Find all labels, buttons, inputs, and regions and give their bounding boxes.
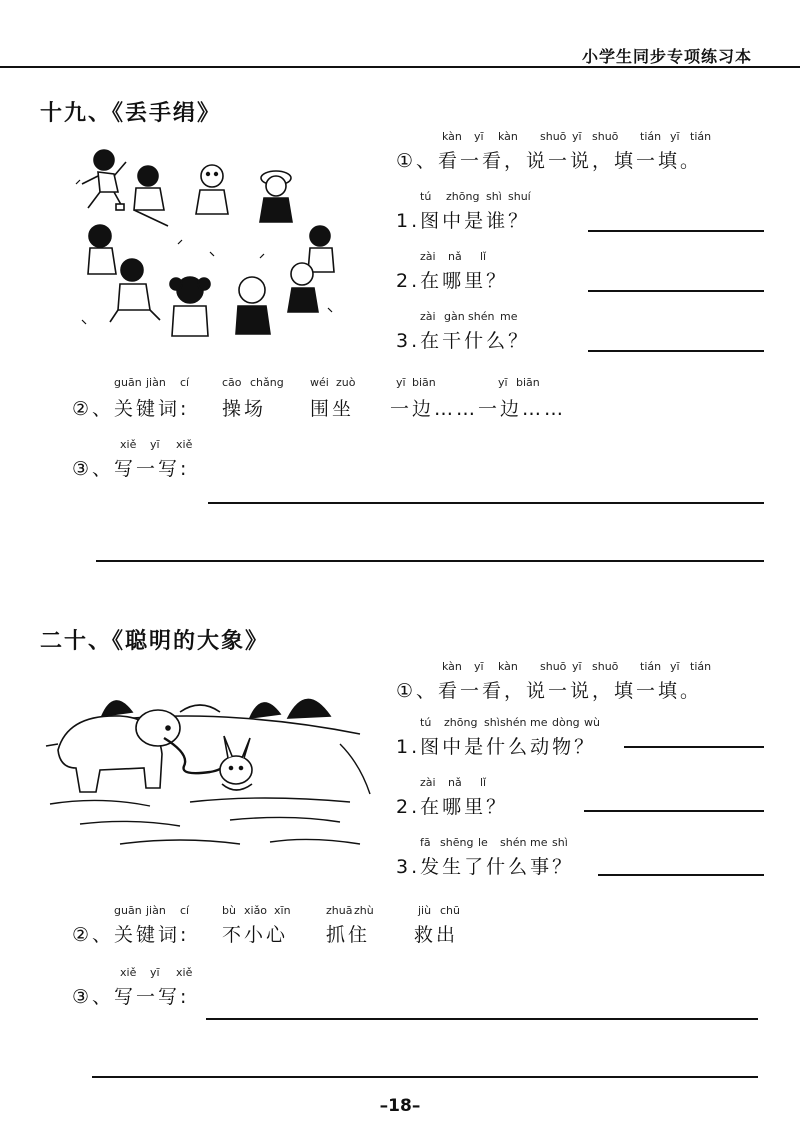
pinyin-s19-kw-1: jiàn bbox=[146, 376, 166, 389]
pinyin-s19-task1-6: tián bbox=[640, 130, 662, 143]
children-circle-illustration bbox=[70, 140, 350, 340]
pinyin-s20-q2-0: zài bbox=[420, 776, 436, 789]
s20-question-2: 2.在哪里？ bbox=[396, 796, 509, 818]
pinyin-s19-q2-0: zài bbox=[420, 250, 436, 263]
pinyin-s19-kw-4: chǎng bbox=[250, 376, 284, 389]
pinyin-s20-task1-4: yī bbox=[572, 660, 582, 673]
s19-write-line-1[interactable] bbox=[208, 502, 764, 504]
s20-keyword-1: 不小心 bbox=[222, 924, 289, 946]
pinyin-s19-q3-3: me bbox=[500, 310, 518, 323]
s19-write-line-2[interactable] bbox=[96, 560, 764, 562]
pinyin-s19-task1-3: shuō bbox=[540, 130, 567, 143]
pinyin-s19-q1-1: zhōng bbox=[446, 190, 480, 203]
pinyin-s19-task1-2: kàn bbox=[498, 130, 518, 143]
header-title: 小学生同步专项练习本 bbox=[581, 47, 752, 66]
s19-answer-blank-3[interactable] bbox=[588, 350, 764, 352]
pinyin-s20-q3-4: me bbox=[530, 836, 548, 849]
pinyin-s20-q1-0: tú bbox=[420, 716, 432, 729]
pinyin-s20-task1-6: tián bbox=[640, 660, 662, 673]
pinyin-s20-task1-3: shuō bbox=[540, 660, 567, 673]
pinyin-s19-write-2: xiě bbox=[176, 438, 193, 451]
s20-write-label: ③、写一写: bbox=[72, 986, 190, 1008]
pinyin-s20-q3-0: fā bbox=[420, 836, 431, 849]
s19-keyword-2: 围坐 bbox=[310, 398, 355, 420]
s20-answer-blank-1[interactable] bbox=[624, 746, 764, 748]
pinyin-s20-kw-7: zhù bbox=[354, 904, 374, 917]
pinyin-s20-kw-3: bù bbox=[222, 904, 236, 917]
header-rule bbox=[0, 66, 800, 68]
elephant-rabbit-illustration bbox=[40, 684, 380, 864]
pinyin-s20-write-1: yī bbox=[150, 966, 160, 979]
s19-keywords-label: ②、关键词: bbox=[72, 398, 190, 420]
section20-title: 二十、《聪明的大象》 bbox=[40, 629, 270, 654]
pinyin-s20-task1-2: kàn bbox=[498, 660, 518, 673]
pinyin-s19-kw-0: guān bbox=[114, 376, 142, 389]
pinyin-s20-q1-3: shén bbox=[500, 716, 527, 729]
pinyin-s19-q3-2: shén bbox=[468, 310, 495, 323]
pinyin-s19-q3-0: zài bbox=[420, 310, 436, 323]
s19-keyword-3: 一边……一边…… bbox=[390, 398, 567, 420]
s19-question-3: 3.在干什么？ bbox=[396, 330, 531, 352]
pinyin-s19-task1-7: yī bbox=[670, 130, 680, 143]
pinyin-s20-q3-1: shēng bbox=[440, 836, 474, 849]
s20-answer-blank-3[interactable] bbox=[598, 874, 764, 876]
section19-title: 十九、《丢手绢》 bbox=[40, 101, 222, 126]
pinyin-s19-q2-1: nǎ bbox=[448, 250, 462, 263]
s20-keyword-2: 抓住 bbox=[326, 924, 371, 946]
page-number: –18– bbox=[379, 1096, 421, 1116]
s20-keywords-label: ②、关键词: bbox=[72, 924, 190, 946]
pinyin-s20-task1-8: tián bbox=[690, 660, 712, 673]
s19-answer-blank-2[interactable] bbox=[588, 290, 764, 292]
pinyin-s20-write-2: xiě bbox=[176, 966, 193, 979]
s19-write-label: ③、写一写: bbox=[72, 458, 190, 480]
pinyin-s19-q2-2: lǐ bbox=[480, 250, 487, 263]
s20-write-line-1[interactable] bbox=[206, 1018, 758, 1020]
pinyin-s20-kw-2: cí bbox=[180, 904, 190, 917]
pinyin-s20-q3-5: shì bbox=[552, 836, 568, 849]
pinyin-s20-task1-0: kàn bbox=[442, 660, 462, 673]
pinyin-s20-q1-2: shì bbox=[484, 716, 500, 729]
s19-question-2: 2.在哪里？ bbox=[396, 270, 509, 292]
pinyin-s20-kw-5: xīn bbox=[274, 904, 291, 917]
s19-answer-blank-1[interactable] bbox=[588, 230, 764, 232]
s19-question-1: 1.图中是谁？ bbox=[396, 210, 531, 232]
pinyin-s20-kw-6: zhuā bbox=[326, 904, 353, 917]
s20-question-1: 1.图中是什么动物？ bbox=[396, 736, 597, 758]
pinyin-s19-task1-1: yī bbox=[474, 130, 484, 143]
pinyin-s20-q1-6: wù bbox=[584, 716, 600, 729]
s20-question-3: 3.发生了什么事？ bbox=[396, 856, 575, 878]
pinyin-s19-task1-5: shuō bbox=[592, 130, 619, 143]
pinyin-s19-kw-3: cāo bbox=[222, 376, 242, 389]
pinyin-s19-q1-2: shì bbox=[486, 190, 502, 203]
pinyin-s20-kw-9: chū bbox=[440, 904, 460, 917]
pinyin-s20-kw-8: jiù bbox=[418, 904, 432, 917]
pinyin-s19-q3-1: gàn bbox=[444, 310, 465, 323]
pinyin-s20-q1-1: zhōng bbox=[444, 716, 478, 729]
pinyin-s19-kw-2: cí bbox=[180, 376, 190, 389]
s19-task1-instruction: ①、看一看，说一说，填一填。 bbox=[396, 150, 703, 172]
pinyin-s19-write-1: yī bbox=[150, 438, 160, 451]
s20-task1-instruction: ①、看一看，说一说，填一填。 bbox=[396, 680, 703, 702]
s19-keyword-1: 操场 bbox=[222, 398, 267, 420]
pinyin-s20-write-0: xiě bbox=[120, 966, 137, 979]
pinyin-s19-task1-4: yī bbox=[572, 130, 582, 143]
pinyin-s19-kw-10: biān bbox=[516, 376, 540, 389]
pinyin-s19-kw-6: zuò bbox=[336, 376, 356, 389]
pinyin-s19-kw-7: yī bbox=[396, 376, 406, 389]
pinyin-s19-q1-0: tú bbox=[420, 190, 432, 203]
pinyin-s20-q3-2: le bbox=[478, 836, 488, 849]
pinyin-s19-task1-8: tián bbox=[690, 130, 712, 143]
pinyin-s19-q1-3: shuí bbox=[508, 190, 531, 203]
pinyin-s20-task1-5: shuō bbox=[592, 660, 619, 673]
s20-write-line-2[interactable] bbox=[92, 1076, 758, 1078]
s20-keyword-3: 救出 bbox=[414, 924, 459, 946]
pinyin-s20-task1-7: yī bbox=[670, 660, 680, 673]
pinyin-s20-q3-3: shén bbox=[500, 836, 527, 849]
pinyin-s19-task1-0: kàn bbox=[442, 130, 462, 143]
pinyin-s20-q2-2: lǐ bbox=[480, 776, 487, 789]
pinyin-s20-kw-4: xiǎo bbox=[244, 904, 268, 917]
pinyin-s20-q2-1: nǎ bbox=[448, 776, 462, 789]
pinyin-s19-write-0: xiě bbox=[120, 438, 137, 451]
pinyin-s19-kw-9: yī bbox=[498, 376, 508, 389]
pinyin-s19-kw-8: biān bbox=[412, 376, 436, 389]
pinyin-s20-task1-1: yī bbox=[474, 660, 484, 673]
pinyin-s20-kw-0: guān bbox=[114, 904, 142, 917]
pinyin-s20-q1-4: me bbox=[530, 716, 548, 729]
pinyin-s20-q1-5: dòng bbox=[552, 716, 580, 729]
s20-answer-blank-2[interactable] bbox=[584, 810, 764, 812]
pinyin-s20-kw-1: jiàn bbox=[146, 904, 166, 917]
pinyin-s19-kw-5: wéi bbox=[310, 376, 329, 389]
